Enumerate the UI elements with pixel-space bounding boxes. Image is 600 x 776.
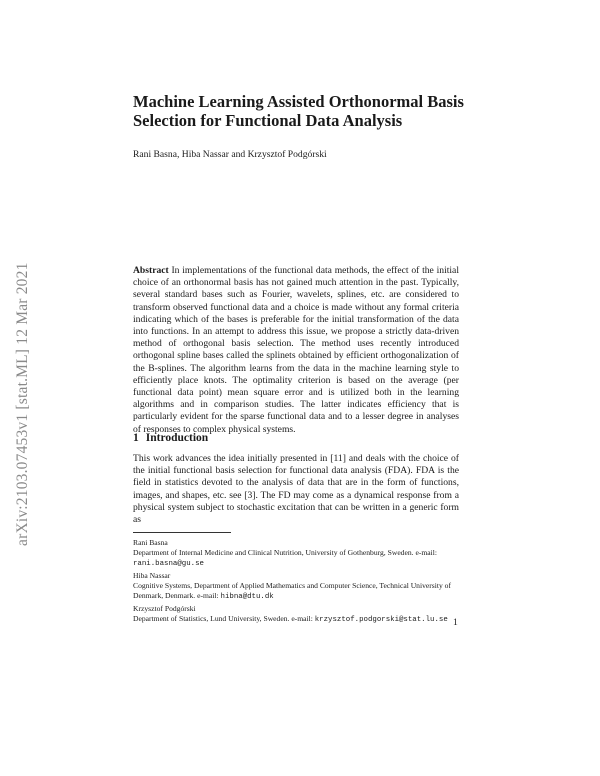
- introduction-text: This work advances the idea initially presented in [11] and deals with the choice of the initial functional basis selection for functional data analysis (FDA). FDA is the field in statistics devoted to the analysis of data that are in the form of functions, images, and shapes, etc. see [3]. The FD may come as a dynamical response from a physical system subject to stochastic excitation that can be written in a generic form as: [133, 453, 459, 526]
- abstract-text: In implementations of the functional data methods, the effect of the initial choice of an orthonormal basis has not gained much attention in the past. Typically, several standard bases such as Fourier, wavelets, splines, etc. are considered to transform observed functional data and a choice is made without any formal criteria indicating which of the bases is preferable for the initial transformation of the data into functions. In an attempt to address this issue, we propose a strictly data-driven method of orthogonal basis selection. The method uses recently introduced orthogonal spline bases called the splinets obtained by efficient orthogonalization of the B-splines. The algorithm learns from the data in the machine learning style to efficiently place knots. The optimality criterion is based on the average (per functional data point) mean square error and is utilized both in the learning algorithms and in comparison studies. The latter indicates efficiency that is particularly evident for the sparse functional data and to a lesser degree in analyses of responses to complex physical systems.: [133, 265, 459, 435]
- paper-title: Machine Learning Assisted Orthonormal Basis Selection for Functional Data Analysis: [133, 92, 464, 130]
- affiliation-name: Krzysztof Podgórski: [133, 604, 196, 613]
- section-heading: [133, 432, 208, 444]
- author-list: Rani Basna, Hiba Nassar and Krzysztof Podgórski: [133, 149, 327, 160]
- affiliation-department: Cognitive Systems, Department of Applied Mathematics and Computer Science, Technical University of Denmark, Denmark. e-mail:: [133, 580, 451, 600]
- section-title: Introduction: [145, 432, 209, 444]
- abstract: [133, 265, 459, 436]
- affiliation-basna: [133, 538, 463, 569]
- affiliation-name: Rani Basna: [133, 538, 168, 547]
- affiliation-name: Hiba Nassar: [133, 571, 171, 580]
- section-number: 1: [133, 432, 139, 444]
- footnote-divider: [133, 532, 231, 533]
- affiliation-email: rani.basna@gu.se: [133, 559, 204, 568]
- affiliation-department: Department of Internal Medicine and Clinical Nutrition, University of Gothenburg, Sweden. e-mail:: [133, 547, 437, 557]
- affiliation-department: Department of Statistics, Lund University, Sweden. e-mail:: [133, 613, 313, 623]
- abstract-label: Abstract: [133, 265, 169, 276]
- affiliation-email: hibna@dtu.dk: [220, 592, 274, 601]
- affiliation-podgorski: [133, 604, 463, 626]
- affiliation-nassar: [133, 571, 463, 602]
- affiliation-email: krzysztof.podgorski@stat.lu.se: [314, 615, 448, 624]
- page-number: 1: [453, 617, 458, 628]
- arxiv-identifier: arXiv:2103.07453v1 [stat.ML] 12 Mar 2021: [14, 262, 31, 546]
